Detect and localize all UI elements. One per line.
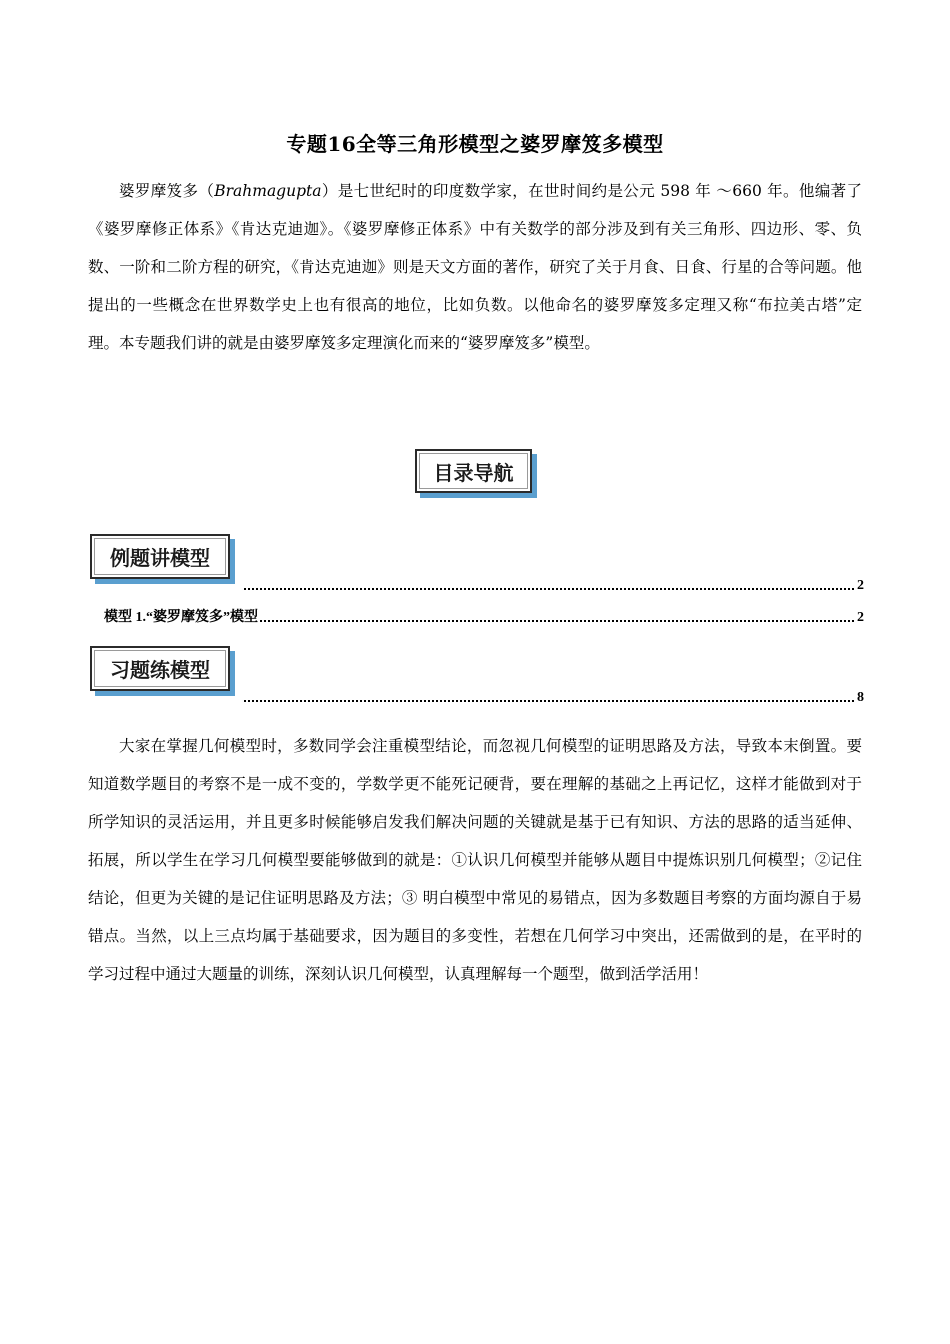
intro-italic-name: Brahmagupta: [214, 182, 322, 200]
toc-entry-label: 模型 1.“婆罗摩笈多”模型: [104, 610, 258, 625]
toc-page-number: 8: [857, 690, 864, 705]
outro-paragraph: 大家在掌握几何模型时，多数同学会注重模型结论，而忽视几何模型的证明思路及方法，导致本末倒置。要知道数学题目的考察不是一成不变的，学数学更不能死记硬背，要在理解的基础之上再记忆，这样才能做到对于所学知识的灵活运用，并且更多时候能够启发我们解决问题的关键就是基于已有知识、方法的思路的适当延伸、拓展，所以学生在学习几何模型要能够做到的就是：①认识几何模型并能够从题目中提炼识别几何模型；②记住结论，但更为关键的是记住证明思路及方法；③ 明白模型中常见的易错点，因为多数题目考察的方面均源自于易错点。当然，以上三点均属于基础要求，因为题目的多变性，若想在几何学习中突出，还需做到的是，在平时的学习过程中通过大题量的训练，深刻认识几何模型，认真理解每一个题型，做到活学活用！: [88, 737, 862, 983]
toc-entry-model-1[interactable]: [104, 606, 864, 626]
toc-leader-dots: [244, 587, 854, 590]
intro-paragraph: [88, 172, 862, 362]
section-examples-inner-border: [94, 538, 226, 575]
toc-line-practice[interactable]: [242, 690, 864, 706]
intro-text-rest: ）是七世纪时的印度数学家，在世时间约是公元 598 年 ～660 年。他编著了《婆罗摩修正体系》《肯达克迪迦》。《婆罗摩修正体系》中有关数学的部分涉及到有关三角形、四边形、零、负数、一阶和二阶方程的研究，《肯达克迪迦》则是天文方面的著作，研究了关于月食、日食、行星的合等问题。他提出的一些概念在世界数学史上也有很高的地位，比如负数。以他命名的婆罗摩笈多定理又称“布拉美古塔”定理。本专题我们讲的就是由婆罗摩笈多定理演化而来的“婆罗摩笈多”模型。: [88, 182, 862, 352]
toc-page-number: 2: [857, 578, 864, 593]
toc-section-examples[interactable]: [90, 534, 230, 579]
toc-section-practice[interactable]: [90, 646, 230, 691]
page-title: 专题16全等三角形模型之婆罗摩笈多模型: [286, 132, 664, 156]
toc-heading-box: [415, 449, 532, 493]
toc-page-number: 2: [857, 610, 864, 625]
section-practice-inner-border: [94, 650, 226, 687]
toc-heading-label: 目录导航: [433, 460, 514, 485]
toc-leader-dots: [244, 699, 854, 702]
toc-leader-dots: [260, 619, 854, 622]
section-examples-label: 例题讲模型: [110, 546, 210, 570]
intro-text-start: 婆罗摩笈多（: [119, 182, 215, 200]
section-practice-label: 习题练模型: [110, 658, 210, 682]
toc-line-examples[interactable]: [242, 578, 864, 594]
toc-heading-inner-border: [419, 453, 528, 489]
